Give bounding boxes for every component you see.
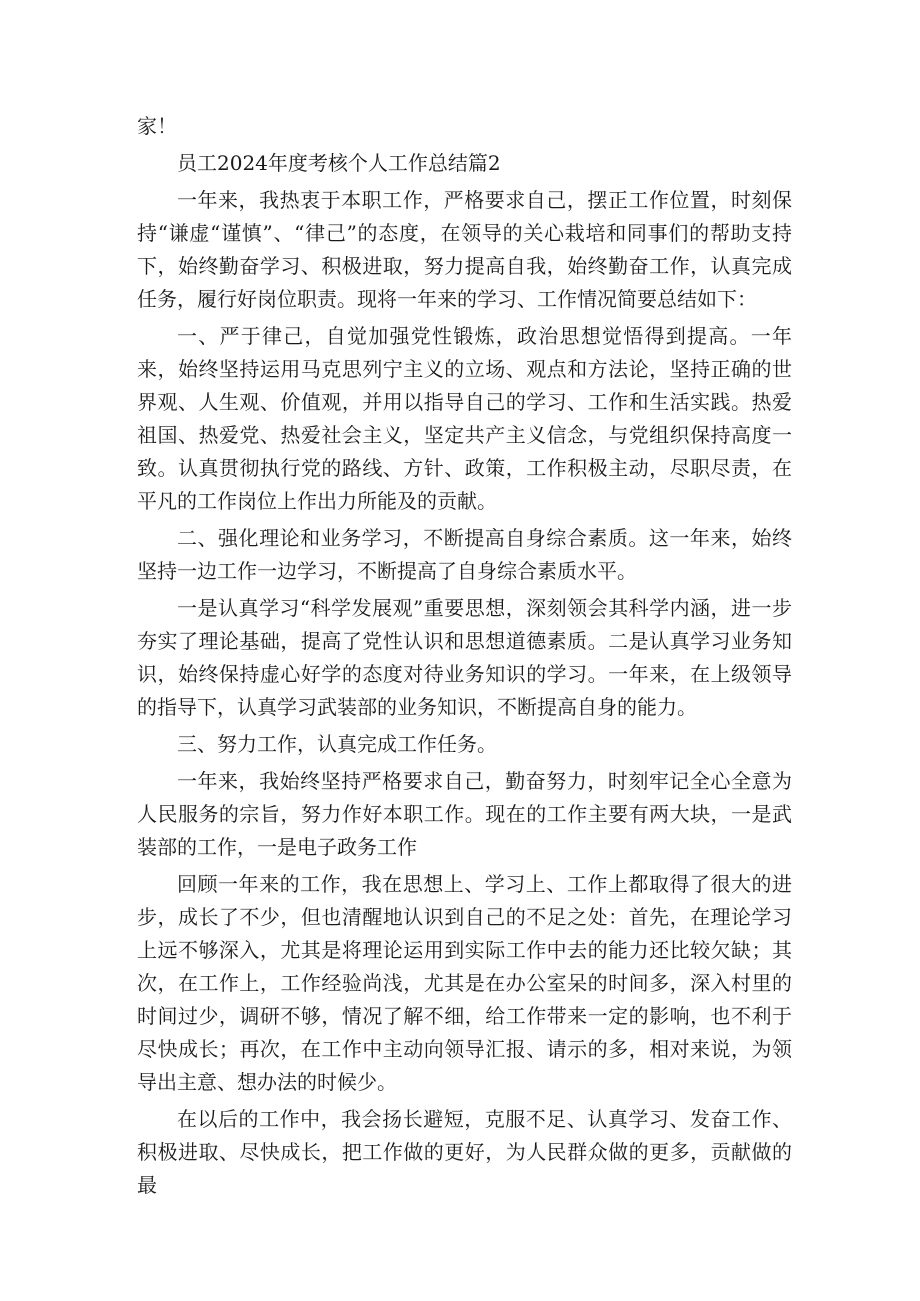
paragraph-point-one: 一、严于律己，自觉加强党性锻炼，政治思想觉悟得到提高。一年来，始终坚持运用马克思列宁主义的立场、观点和方法论，坚持正确的世界观、人生观、价值观，并用以指导自己的学习、工作和生活实践。热爱祖国、热爱党、热爱社会主义，坚定共产主义信念，与党组织保持高度一致。认真贯彻执行党的路线、方针、政策，工作积极主动，尽职尽责，在平凡的工作岗位上作出力所能及的贡献。 [137, 324, 792, 513]
document-body [137, 110, 792, 1206]
paragraph-review: 回顾一年来的工作，我在思想上、学习上、工作上都取得了很大的进步，成长了不少，但也清醒地认识到自己的不足之处：首先，在理论学习上远不够深入，尤其是将理论运用到实际工作中去的能力还比较欠缺；其次，在工作上，工作经验尚浅，尤其是在办公室呆的时间多，深入村里的时间过少，调研不够，情况了解不细，给工作带来一定的影响，也不利于尽快成长；再次，在工作中主动向领导汇报、请示的多，相对来说，为领导出主意、想办法的时候少。 [137, 872, 792, 1094]
paragraph-point-two: 二、强化理论和业务学习，不断提高自身综合素质。这一年来，始终坚持一边工作一边学习，不断提高了自身综合素质水平。 [137, 526, 792, 583]
paragraph-closing-word: 家！ [137, 114, 177, 138]
paragraph-work-details: 一年来，我始终坚持严格要求自己，勤奋努力，时刻牢记全心全意为人民服务的宗旨，努力作好本职工作。现在的工作主要有两大块，一是武装部的工作，一是电子政务工作 [137, 769, 792, 859]
section-title: 员工2024年度考核个人工作总结篇2 [177, 151, 501, 175]
paragraph-future: 在以后的工作中，我会扬长避短，克服不足、认真学习、发奋工作、积极进取、尽快成长，把工作做的更好，为人民群众做的更多，贡献做的最 [137, 1107, 792, 1197]
paragraph-study-details: 一是认真学习“科学发展观”重要思想，深刻领会其科学内涵，进一步夯实了理论基础，提高了党性认识和思想道德素质。二是认真学习业务知识，始终保持虚心好学的态度对待业务知识的学习。一年来，在上级领导的指导下，认真学习武装部的业务知识，不断提高自身的能力。 [137, 596, 792, 719]
paragraph-point-three: 三、努力工作，认真完成工作任务。 [177, 732, 497, 756]
paragraph-intro: 一年来，我热衷于本职工作，严格要求自己，摆正工作位置，时刻保持“谦虚“谨慎”、“律己”的态度，在领导的关心栽培和同事们的帮助支持下，始终勤奋学习、积极进取，努力提高自我，始终勤奋工作，认真完成任务，履行好岗位职责。现将一年来的学习、工作情况简要总结如下： [137, 188, 792, 311]
